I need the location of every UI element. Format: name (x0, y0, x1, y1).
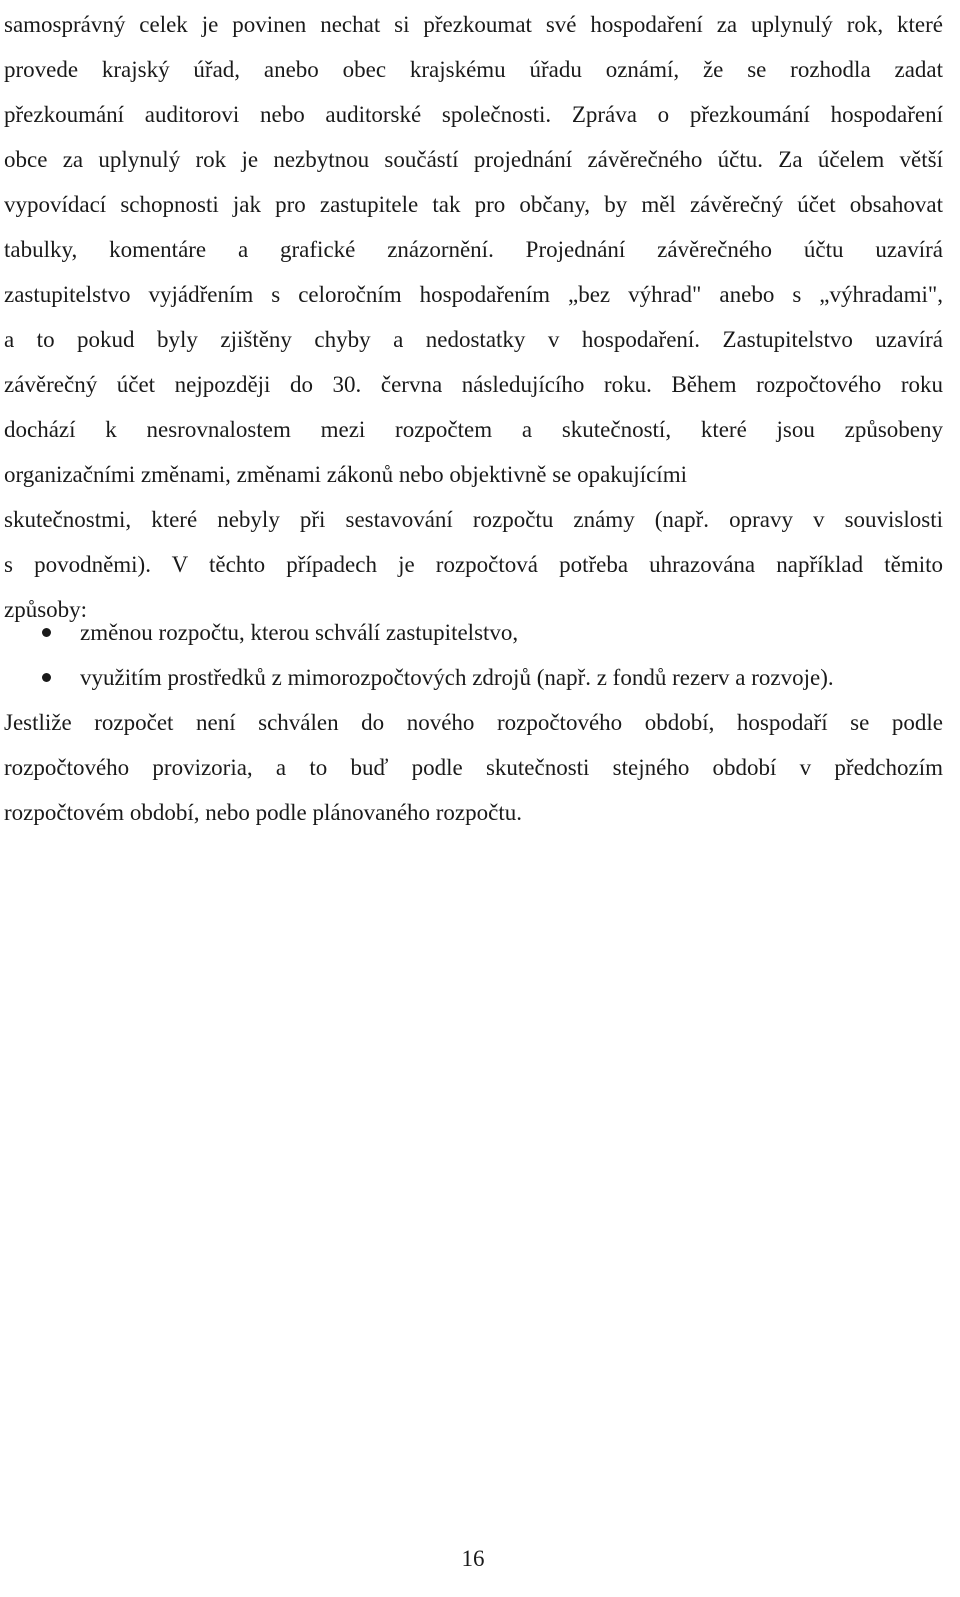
list-item-text: změnou rozpočtu, kterou schválí zastupitelstvo, (80, 620, 519, 645)
list-item (4, 655, 943, 700)
list-item (4, 610, 943, 655)
paragraph-budget-review (4, 2, 943, 632)
text-line: s povodněmi). V těchto případech je rozpočtová potřeba uhrazována například těmito (4, 552, 943, 577)
text-line: rozpočtovém období, nebo podle plánovaného rozpočtu. (4, 800, 522, 825)
text-line: a to pokud byly zjištěny chyby a nedostatky v hospodaření. Zastupitelstvo uzavírá (4, 327, 943, 352)
text-line: zastupitelstvo vyjádřením s celoročním hospodařením „bez výhrad" anebo s „výhradami", (4, 282, 943, 307)
text-line: skutečnostmi, které nebyly při sestavování rozpočtu známy (např. opravy v souvislosti (4, 507, 943, 532)
text-line: obce za uplynulý rok je nezbytnou součástí projednání závěrečného účtu. Za účelem větší (4, 147, 943, 172)
text-line: vypovídací schopnosti jak pro zastupitele tak pro občany, by měl závěrečný účet obsahovat (4, 192, 943, 217)
text-line: tabulky, komentáre a grafické znázornění. Projednání závěrečného účtu uzavírá (4, 237, 943, 262)
text-line: organizačními změnami, změnami zákonů nebo objektivně se opakujícími (4, 462, 687, 487)
page-number: 16 (461, 1546, 485, 1571)
text-line: Jestliže rozpočet není schválen do nového rozpočtového období, hospodaří se podle (4, 710, 943, 735)
text-line: provede krajský úřad, anebo obec krajskému úřadu oznámí, že se rozhodla zadat (4, 57, 943, 82)
text-line: způsoby: (4, 597, 88, 622)
bullet-list (4, 610, 943, 700)
paragraph-budget-provisional (4, 700, 943, 835)
list-item-text: využitím prostředků z mimorozpočtových zdrojů (např. z fondů rezerv a rozvoje). (80, 665, 834, 690)
bullet-icon (42, 673, 51, 682)
text-line: rozpočtového provizoria, a to buď podle skutečnosti stejného období v předchozím (4, 755, 943, 780)
text-line: závěrečný účet nejpozději do 30. června následujícího roku. Během rozpočtového roku (4, 372, 943, 397)
text-line: samosprávný celek je povinen nechat si přezkoumat své hospodaření za uplynulý rok, které (4, 12, 943, 37)
text-line: přezkoumání auditorovi nebo auditorské společnosti. Zpráva o přezkoumání hospodaření (4, 102, 943, 127)
bullet-icon (42, 628, 51, 637)
text-line: dochází k nesrovnalostem mezi rozpočtem a skutečností, které jsou způsobeny (4, 417, 943, 442)
